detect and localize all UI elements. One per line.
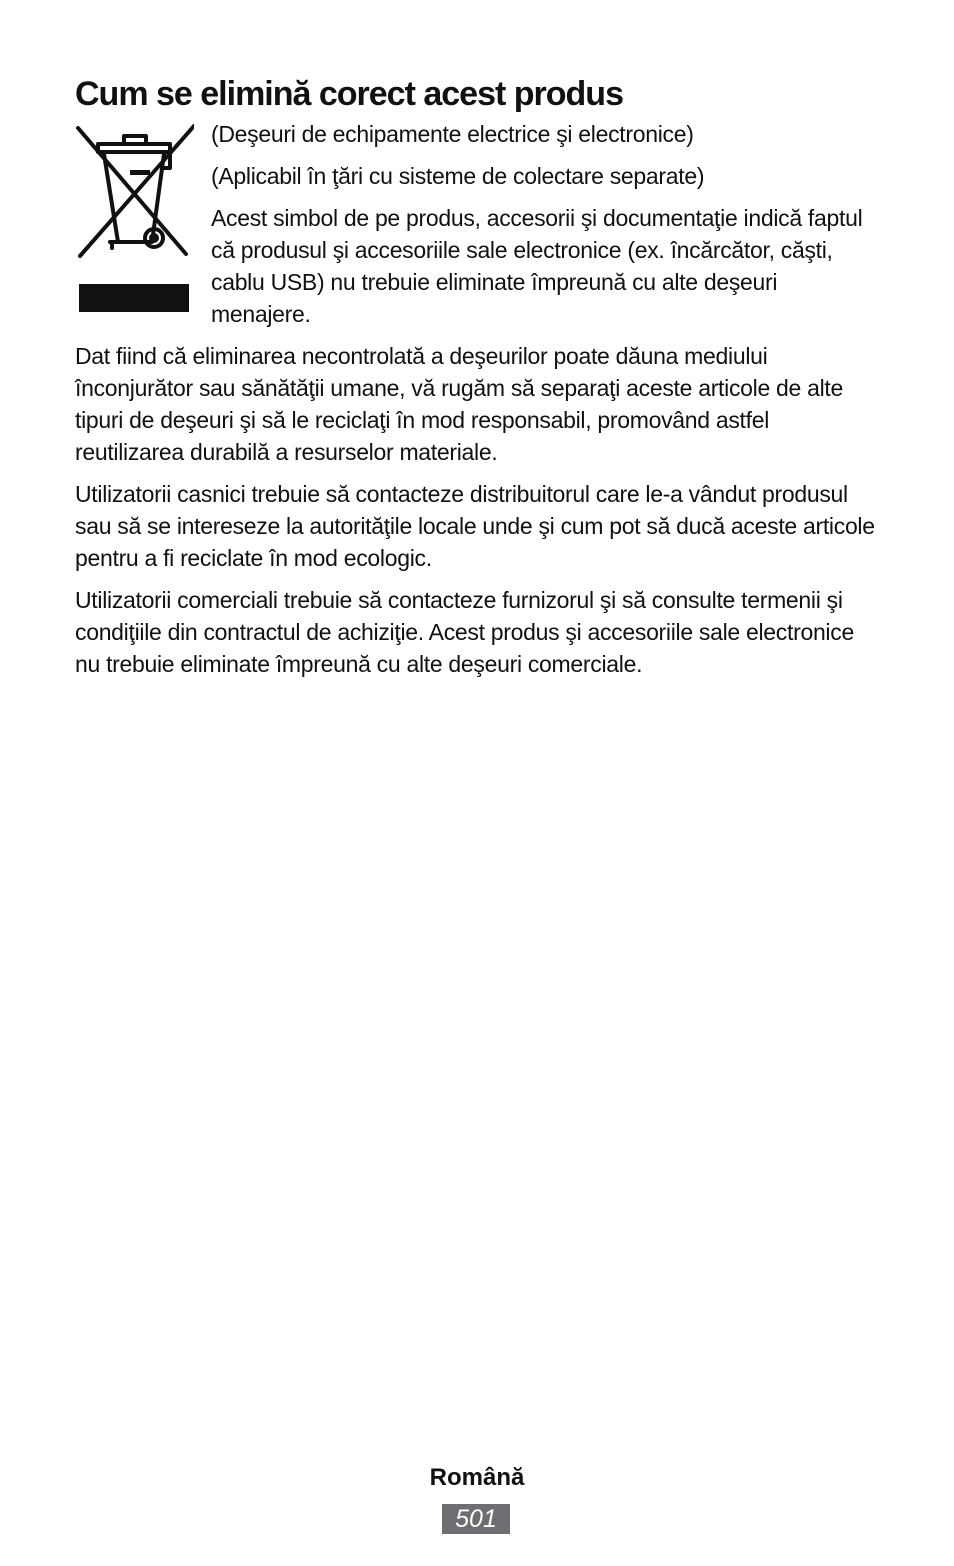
paragraph-business-users: Utilizatorii comerciali trebuie să contacteze furnizorul şi să consulte termenii şi condiţiile din contractul de achiziţie. Acest produs şi accesoriile sale electronice nu trebuie eliminate împreună cu alte deşeuri comerciale. [75, 587, 854, 677]
paragraph-household-users: Utilizatorii casnici trebuie să contacteze distribuitorul care le-a vândut produsul sau să se intereseze la autorităţile locale unde şi cum pot să ducă aceste articole pentru a fi reciclate în mod ecologic. [75, 481, 875, 571]
intro-line-weee: (Deşeuri de echipamente electrice şi electronice) [211, 121, 694, 147]
intro-line-symbol-meaning: Acest simbol de pe produs, accesorii şi documentaţie indică faptul că produsul şi accesoriile sale electronice (ex. încărcător, căşti, cablu USB) nu trebuie eliminate împreună cu alte deşeuri menajere. [211, 205, 863, 327]
page-title: Cum se elimină corect acest produs [75, 75, 623, 113]
paragraph-environment: Dat fiind că eliminarea necontrolată a deşeurilor poate dăuna mediului înconjurător sau sănătăţii umane, vă rugăm să separaţi aceste articole de alte tipuri de deşeuri şi să le reciclaţi în mod responsabil, promovând astfel reutilizarea durabilă a resurselor materiale. [75, 343, 843, 465]
footer-language: Română [429, 1464, 525, 1491]
intro-line-applicability: (Aplicabil în ţări cu sisteme de colectare separate) [211, 163, 705, 189]
intro-text [211, 118, 871, 340]
crossed-out-wheelie-bin-icon [74, 124, 194, 316]
page-number: 501 [442, 1504, 510, 1534]
body-text [75, 340, 875, 690]
